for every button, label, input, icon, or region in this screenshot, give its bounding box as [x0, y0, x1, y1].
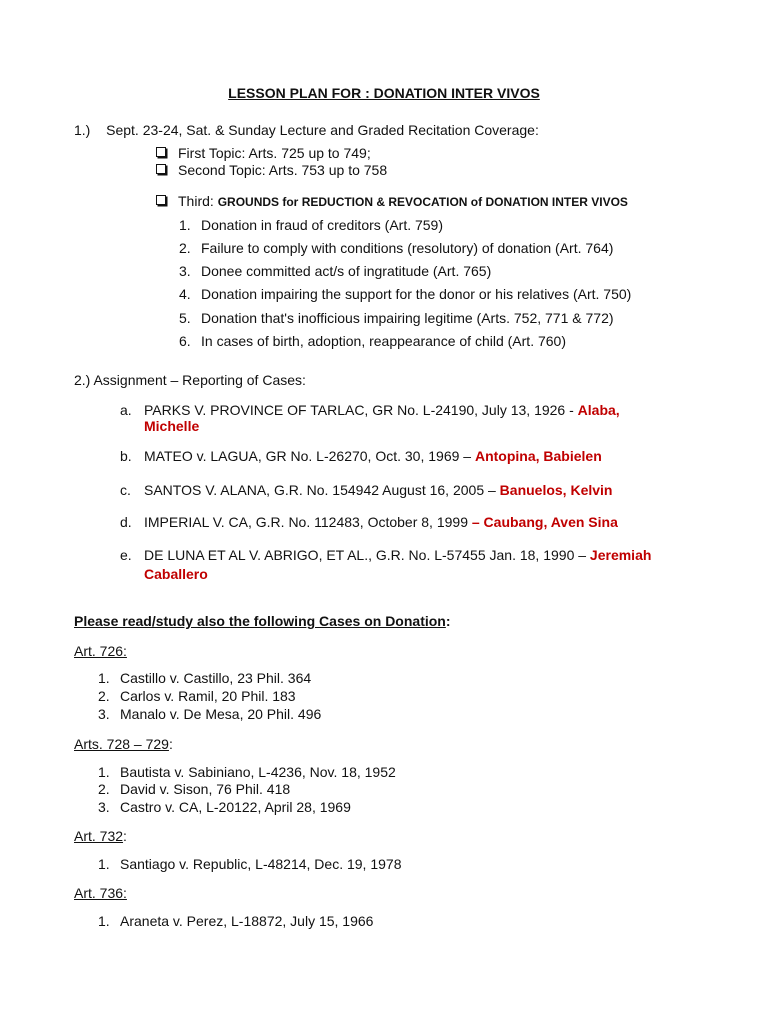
study-case-item: 1. Castillo v. Castillo, 23 Phil. 364	[98, 670, 312, 686]
third-heading: GROUNDS for REDUCTION & REVOCATION of DONATION INTER VIVOS	[217, 195, 628, 209]
case-item: b. MATEO v. LAGUA, GR No. L-26270, Oct. 30, 1969 – Antopina, Babielen	[120, 448, 602, 464]
reporter-name: – Caubang, Aven Sina	[471, 514, 618, 530]
reporter-name: Banuelos, Kelvin	[499, 482, 613, 498]
case-item: c. SANTOS V. ALANA, G.R. No. 154942 August 16, 2005 – Banuelos, Kelvin	[120, 482, 613, 498]
case-item-continued	[144, 418, 199, 435]
article-label: Art. 732:	[74, 828, 127, 844]
case-item: e. DE LUNA ET AL V. ABRIGO, ET AL., G.R. No. L-57455 Jan. 18, 1990 – Jeremiah	[120, 547, 652, 563]
third-label: Third:	[178, 193, 214, 209]
case-item-continued	[144, 566, 208, 583]
ground-item: 1. Donation in fraud of creditors (Art. 759)	[179, 217, 444, 233]
study-case-item: 1. Santiago v. Republic, L-48214, Dec. 19, 1978	[98, 856, 402, 872]
study-case-item: 1. Araneta v. Perez, L-18872, July 15, 1966	[98, 913, 374, 929]
study-case-item: 2. David v. Sison, 76 Phil. 418	[98, 781, 291, 797]
study-case-item: 3. Castro v. CA, L-20122, April 28, 1969	[98, 799, 351, 815]
ground-item: 6. In cases of birth, adoption, reappearance of child (Art. 760)	[179, 333, 566, 349]
reporter-name: Antopina, Babielen	[474, 448, 602, 464]
topic-first: First Topic: Arts. 725 up to 749;	[156, 145, 371, 162]
reporter-name: Alaba,	[577, 402, 620, 418]
ground-item: 3. Donee committed act/s of ingratitude (Art. 765)	[179, 263, 492, 279]
section-1-number: 1.)	[74, 122, 91, 138]
ground-item: 5. Donation that's inofficious impairing legitime (Arts. 752, 771 & 772)	[179, 310, 614, 326]
article-label: Arts. 728 – 729:	[74, 736, 173, 752]
checkbox-icon	[156, 147, 166, 157]
section-1-title: Sept. 23-24, Sat. & Sunday Lecture and Graded Recitation Coverage:	[106, 122, 539, 138]
article-label: Art. 726:	[74, 643, 127, 659]
reporter-name: Jeremiah	[589, 547, 652, 563]
ground-item: 2. Failure to comply with conditions (resolutory) of donation (Art. 764)	[179, 240, 614, 256]
reporter-name: Michelle	[144, 418, 200, 434]
case-item: a. PARKS V. PROVINCE OF TARLAC, GR No. L-24190, July 13, 1926 - Alaba,	[120, 402, 620, 418]
article-label: Art. 736:	[74, 885, 127, 901]
checkbox-icon	[156, 195, 166, 205]
section-2-number: 2.)	[74, 372, 91, 388]
section-2-heading	[74, 372, 306, 389]
reporter-name: Caballero	[144, 566, 208, 582]
case-item: d. IMPERIAL V. CA, G.R. No. 112483, October 8, 1999 – Caubang, Aven Sina	[120, 514, 618, 530]
study-case-item: 1. Bautista v. Sabiniano, L-4236, Nov. 18, 1952	[98, 764, 396, 780]
study-heading: Please read/study also the following Cases on Donation:	[74, 613, 451, 629]
section-1-heading	[74, 122, 539, 139]
checkbox-icon	[156, 164, 166, 174]
ground-item: 4. Donation impairing the support for the donor or his relatives (Art. 750)	[179, 286, 632, 302]
page-title: LESSON PLAN FOR : DONATION INTER VIVOS	[228, 85, 540, 101]
topic-second: Second Topic: Arts. 753 up to 758	[156, 162, 387, 179]
study-case-item: 2. Carlos v. Ramil, 20 Phil. 183	[98, 688, 296, 704]
study-case-item: 3. Manalo v. De Mesa, 20 Phil. 496	[98, 706, 322, 722]
topic-third	[156, 193, 628, 211]
section-2-title: Assignment – Reporting of Cases:	[93, 372, 306, 388]
